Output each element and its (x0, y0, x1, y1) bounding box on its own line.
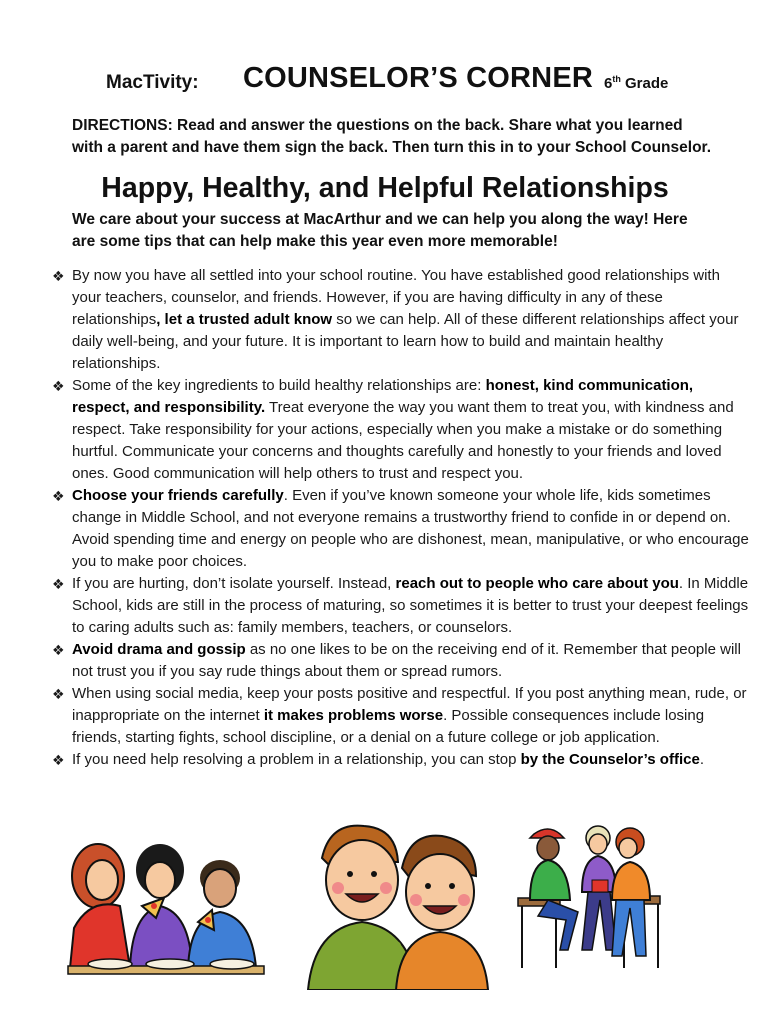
page-title: COUNSELOR’S CORNER (243, 62, 594, 94)
tip-emphasis: , let a trusted adult know (156, 311, 333, 328)
list-item (52, 683, 752, 749)
grade-suffix: th (612, 74, 621, 84)
diamond-bullet-icon: ❖ (52, 686, 65, 702)
grade-word: Grade (625, 75, 669, 92)
diamond-bullet-icon: ❖ (52, 378, 65, 394)
diamond-bullet-icon: ❖ (52, 268, 65, 284)
students-talking-illustration (508, 820, 668, 970)
diamond-bullet-icon: ❖ (52, 642, 65, 658)
program-label: MacTivity: (106, 72, 199, 93)
tip-text: as no one likes to be on the receiving end of it. Remember that people will not trust you if you say rude things about them or spread rumors. (72, 641, 741, 680)
grade-label (604, 74, 668, 92)
diamond-bullet-icon: ❖ (52, 752, 65, 768)
tip-text: so we can help. All of these different relationships affect your daily well-being, and your future. It is important to learn how to build and maintain healthy relationships. (72, 311, 739, 372)
tip-text: . (699, 751, 704, 768)
tip-text: If you are hurting, don’t isolate yourself. Instead, (72, 575, 396, 592)
list-item (52, 749, 752, 771)
tip-text: . In Middle School, kids are still in the process of maturing, so sometimes it is better to trust your deepest feelings to caring adults such as: family members, teachers, or counselors. (72, 575, 749, 636)
directions: DIRECTIONS: Read and answer the questions on the back. Share what you learned with a parent and have them sign the back. Then turn this in to your School Counselor. (72, 117, 712, 156)
tip-text: . Even if you’ve known someone your whole life, kids sometimes change in Middle School, and not everyone remains a trustworthy friend to confide in or depend on. Avoid spending time and energy on people who are dishonest, mean, manipulative, or who encourage you to make poor choices. (72, 487, 749, 570)
tip-emphasis: Avoid drama and gossip (72, 641, 246, 658)
tip-emphasis: Choose your friends carefully (72, 487, 284, 504)
header (0, 62, 770, 102)
tip-text: Some of the key ingredients to build healthy relationships are: (72, 377, 486, 394)
intro-text: We care about your success at MacArthur and we can help you along the way! Here are some tips that can help make this year even more memorable! (72, 211, 688, 250)
main-heading: Happy, Healthy, and Helpful Relationships (101, 172, 669, 204)
tip-text: If you need help resolving a problem in a relationship, you can stop (72, 751, 521, 768)
kids-eating-pizza-illustration (60, 818, 270, 988)
tips-list (52, 265, 752, 771)
tip-emphasis: by the Counselor’s office (520, 751, 700, 768)
two-boys-friends-illustration (300, 818, 490, 990)
list-item (52, 375, 752, 485)
tip-text: . Possible consequences include losing friends, starting fights, school discipline, or a denial on a future college or job application. (72, 707, 705, 746)
diamond-bullet-icon: ❖ (52, 488, 65, 504)
list-item (52, 573, 752, 639)
list-item (52, 639, 752, 683)
tip-emphasis: reach out to people who care about you (395, 575, 679, 592)
tip-text: Treat everyone the way you want them to treat you, with kindness and respect. Take responsibility for your actions, especially when you make a mistake or do something hurtful. Communicate your concerns and thoughts carefully and honestly to your friends and loved ones. Good communication will help others to trust and respect you. (72, 399, 734, 482)
grade-number: 6 (604, 75, 613, 92)
tip-text: By now you have all settled into your school routine. You have established good relationships with your teachers, counselor, and friends. However, if you are having difficulty in any of these relationships (72, 267, 720, 328)
tip-emphasis: honest, kind communication, respect, and responsibility. (72, 377, 694, 416)
diamond-bullet-icon: ❖ (52, 576, 65, 592)
list-item (52, 265, 752, 375)
tip-emphasis: it makes problems worse (263, 707, 444, 724)
list-item (52, 485, 752, 573)
tip-text: When using social media, keep your posts positive and respectful. If you post anything mean, rude, or inappropriate on the internet (72, 685, 747, 724)
